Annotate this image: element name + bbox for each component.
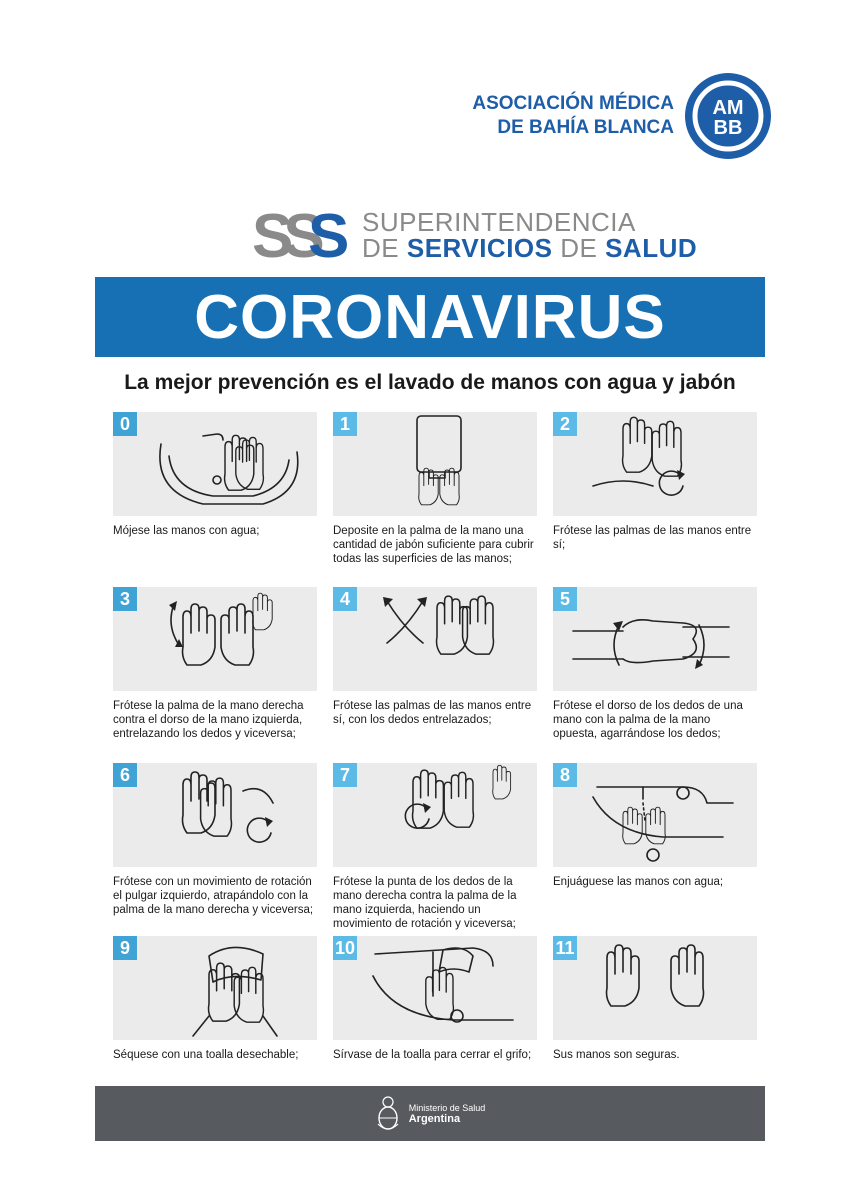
step-illustration-panel: [113, 763, 317, 867]
step-caption: Mójese las manos con agua;: [113, 525, 260, 537]
argentina-coat-of-arms-icon: [375, 1094, 401, 1134]
fingers-grip-icon: [553, 587, 757, 691]
step-7: [333, 763, 537, 931]
step-illustration-panel: [113, 587, 317, 691]
footer-country: Argentina: [408, 1112, 461, 1125]
interlaced-fingers-icon: [333, 587, 537, 691]
step-number-badge: 9: [113, 936, 137, 960]
back-of-hand-icon: [113, 587, 317, 691]
footer-text: [409, 1103, 486, 1125]
step-number-badge: 4: [333, 587, 357, 611]
step-0: [113, 412, 317, 538]
step-caption: Enjuáguese las manos con agua;: [553, 876, 724, 888]
subtitle: La mejor prevención es el lavado de manos con agua y jabón: [124, 371, 736, 394]
step-caption: Frótese las palmas de las manos entre sí;: [553, 525, 752, 551]
amb-logo-icon: [684, 72, 772, 160]
step-illustration-panel: [553, 763, 757, 867]
sink-faucet-hands-icon: [113, 412, 317, 516]
sss-word-servicios: SERVICIOS: [406, 233, 553, 263]
step-illustration-panel: [333, 412, 537, 516]
step-10: [333, 936, 537, 1062]
step-illustration-panel: [333, 587, 537, 691]
step-number-badge: 8: [553, 763, 577, 787]
step-number-badge: 11: [553, 936, 577, 960]
step-11: [553, 936, 757, 1062]
step-caption: Deposite en la palma de la mano una cantidad de jabón suficiente para cubrir todas las superficies de las manos;: [333, 525, 534, 565]
step-number-badge: 6: [113, 763, 137, 787]
fingertips-rotation-icon: [333, 763, 537, 867]
soap-dispenser-icon: [333, 412, 537, 516]
sss-name: [362, 209, 697, 261]
step-caption: Séquese con una toalla desechable;: [113, 1049, 299, 1061]
step-caption: Sírvase de la toalla para cerrar el grifo;: [333, 1049, 532, 1061]
step-1: [333, 412, 537, 566]
step-8: [553, 763, 757, 889]
amb-name-line2: DE BAHÍA BLANCA: [497, 117, 674, 138]
step-number-badge: 2: [553, 412, 577, 436]
step-caption: Frótese con un movimiento de rotación el pulgar izquierdo, atrapándolo con la palma de la mano derecha y viceversa;: [113, 876, 314, 916]
sss-logo: [252, 205, 697, 265]
step-3: [113, 587, 317, 741]
close-tap-icon: [333, 936, 537, 1040]
step-9: [113, 936, 317, 1062]
sss-word-de: DE: [362, 233, 400, 263]
svg-text:S: S: [308, 205, 350, 265]
palms-rub-icon: [553, 412, 757, 516]
step-illustration-panel: [553, 587, 757, 691]
thumb-rotation-icon: [113, 763, 317, 867]
step-caption: Frótese el dorso de los dedos de una mano con la palma de la mano opuesta, agarrándose los dedos;: [553, 700, 743, 740]
amb-name-line1: ASOCIACIÓN MÉDICA: [472, 93, 674, 114]
footer-bar: [95, 1086, 765, 1141]
step-illustration-panel: [553, 412, 757, 516]
step-illustration-panel: [333, 936, 537, 1040]
step-caption: Sus manos son seguras.: [553, 1049, 680, 1061]
step-caption: Frótese la punta de los dedos de la mano derecha contra la palma de la mano izquierda, haciendo un movimiento de rotación y viceversa;: [333, 876, 517, 930]
svg-text:AM: AM: [712, 97, 744, 119]
amb-header: [472, 72, 772, 160]
step-6: [113, 763, 317, 917]
step-illustration-panel: [113, 412, 317, 516]
svg-text:BB: BB: [713, 117, 743, 139]
step-caption: Frótese la palma de la mano derecha contra el dorso de la mano izquierda, entrelazando los dedos y viceversa;: [113, 700, 304, 740]
step-illustration-panel: [333, 763, 537, 867]
step-caption: Frótese las palmas de las manos entre sí, con los dedos entrelazados;: [333, 700, 532, 726]
step-number-badge: 5: [553, 587, 577, 611]
step-number-badge: 3: [113, 587, 137, 611]
sss-word-de-2: DE: [560, 233, 598, 263]
step-2: [553, 412, 757, 552]
sss-mark-icon: [252, 205, 356, 265]
towel-dry-icon: [113, 936, 317, 1040]
footer-ministry: Ministerio de Salud: [408, 1102, 486, 1113]
svg-text:SS: SS: [252, 205, 315, 265]
step-number-badge: 7: [333, 763, 357, 787]
step-illustration-panel: [113, 936, 317, 1040]
sss-word-salud: SALUD: [605, 233, 698, 263]
sss-name-line2: [362, 235, 697, 261]
sss-name-line1: SUPERINTENDENCIA: [362, 207, 636, 237]
step-4: [333, 587, 537, 727]
step-number-badge: 0: [113, 412, 137, 436]
rinse-icon: [553, 763, 757, 867]
step-5: [553, 587, 757, 741]
step-illustration-panel: [553, 936, 757, 1040]
safe-hands-icon: [553, 936, 757, 1040]
amb-name: [472, 92, 674, 140]
step-number-badge: 1: [333, 412, 357, 436]
step-number-badge: 10: [333, 936, 357, 960]
coronavirus-banner: CORONAVIRUS: [95, 277, 765, 357]
